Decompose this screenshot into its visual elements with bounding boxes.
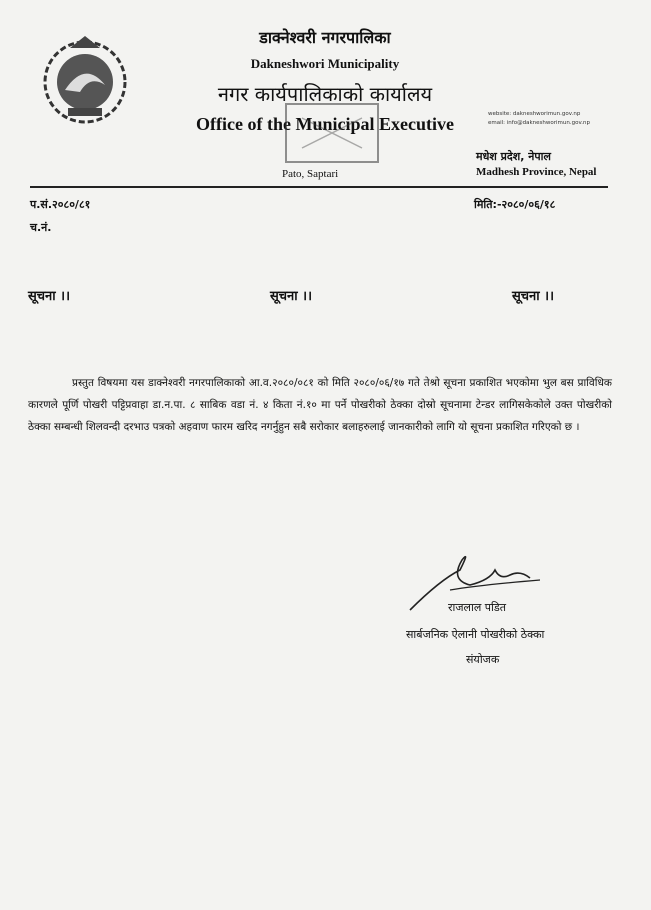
notice-body: प्रस्तुत विषयमा यस डाक्नेश्वरी नगरपालिकाको आ.व.२०८०/०८१ को मिति २०८०/०६/१७ गते तेश्रो सूचना प्रकाशित भएकोमा भुल बस प्राविधिक कारणले पूर्णि पोखरी पट्टिप्रवाहा डा.न.पा. ८ साबिक वडा नं. ४ किता नं.१० मा पर्ने पोखरीको ठेक्का दोस्रो सूचनामा टेन्डर लागिसकेकोले उक्त पोखरीको ठेक्का सम्बन्धी शिलवन्दी दरभाउ पत्रको अहवाण फारम खरिद नगर्नुहुन सबै सरोकार बलाहरुलाई जानकारीको लागि यो सूचना प्रकाशित गरिएको छ । [28,377,612,433]
municipality-name-nepali: डाक्नेश्वरी नगरपालिका [259,28,391,47]
header-divider [30,186,608,188]
province-nepali: मधेश प्रदेश, नेपाल [476,150,551,163]
notice-heading-left: सूचना ।। [28,289,71,304]
province-english: Madhesh Province, Nepal [476,166,597,178]
reference-number: प.सं.२०८०/८१ [30,198,91,211]
email-text: email: info@dakneshworimun.gov.np [488,120,590,126]
dispatch-number: च.नं. [30,221,52,234]
signatory-role: संयोजक [466,653,500,666]
notice-heading-center: सूचना ।। [270,289,313,304]
contact-block [488,110,590,128]
address-line: Pato, Saptari [282,168,339,180]
signatory-title: सार्बजनिक ऐलानी पोखरीको ठेक्का [406,628,545,641]
office-stamp-icon [282,98,382,168]
website-text: website: dakneshworimun.gov.np [488,111,581,117]
notice-heading-right: सूचना ।। [512,289,555,304]
office-name-english: Office of the Municipal Executive [196,114,454,134]
office-name-nepali: नगर कार्यपालिकाको कार्यालय [217,82,433,106]
signatory-name: राजलाल पडित [448,601,507,614]
municipality-name-english: Dakneshwori Municipality [250,56,400,71]
notice-date: मिति:-२०८०/०६/१८ [474,198,556,211]
nepal-emblem-icon [30,30,140,130]
